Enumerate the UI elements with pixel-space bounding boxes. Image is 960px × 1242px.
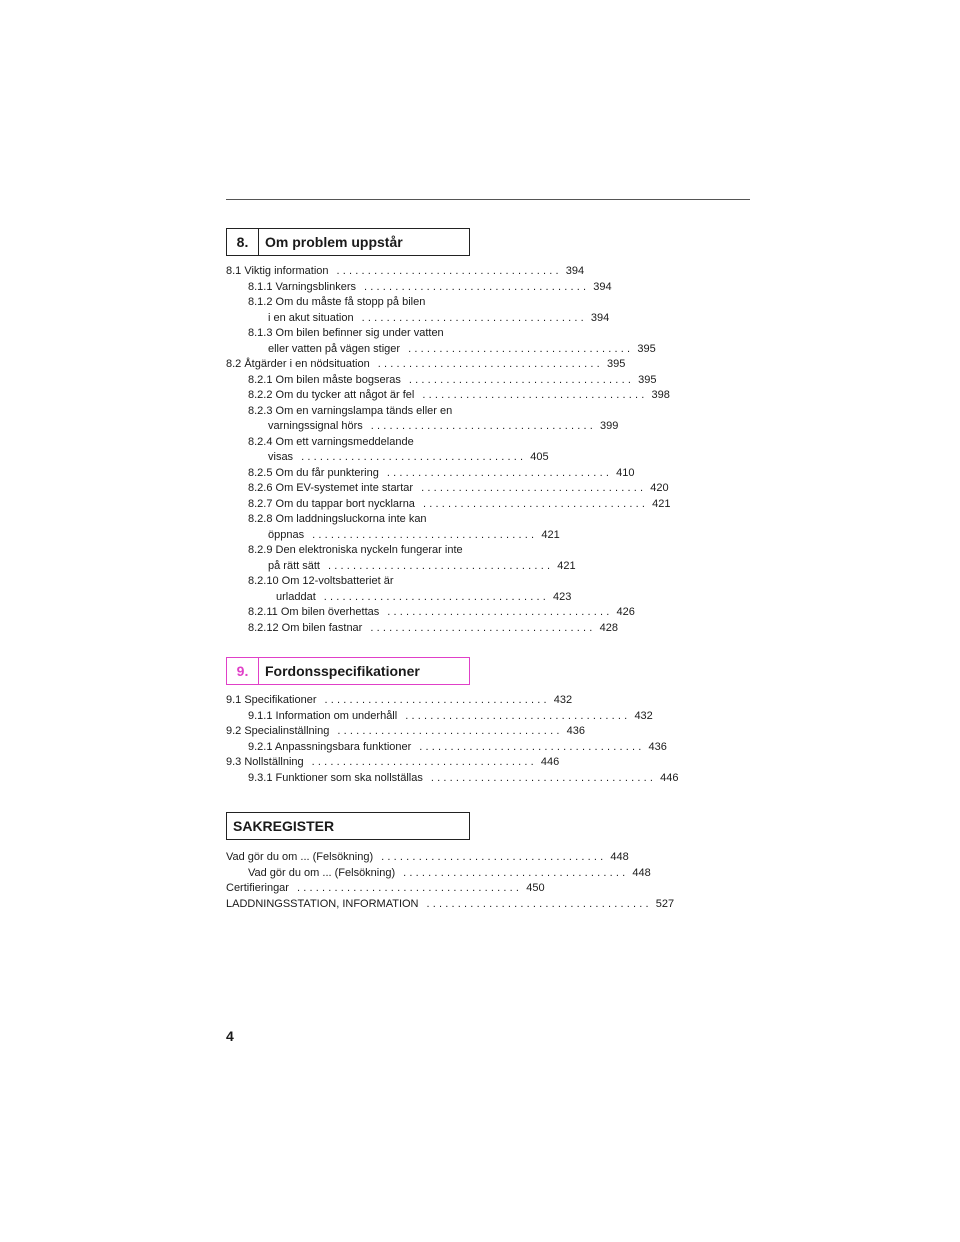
toc-entry-cont[interactable]: i en akut situation .................................... 394	[268, 311, 610, 324]
toc-entry[interactable]: Vad gör du om ... (Felsökning) .................................... 448	[248, 866, 651, 879]
toc-entry[interactable]: 8.2.10 Om 12-voltsbatteriet är	[248, 575, 394, 587]
toc-entry[interactable]: 9.1 Specifikationer .................................... 432	[226, 694, 573, 706]
top-rule	[226, 199, 750, 200]
toc-entry[interactable]: LADDNINGSSTATION, INFORMATION .................................... 527	[226, 897, 675, 910]
toc-entry[interactable]: 8.2.6 Om EV-systemet inte startar .................................... 420	[248, 482, 669, 494]
toc-entry[interactable]: 8.2.5 Om du får punktering .................................... 410	[248, 466, 635, 479]
toc-entry[interactable]: 8.2.3 Om en varningslampa tänds eller en	[248, 404, 453, 417]
toc-entry[interactable]: 8.1.1 Varningsblinkers .................................... 394	[248, 280, 612, 293]
toc-entry[interactable]: 8.1 Viktig information .................................... 394	[226, 265, 585, 277]
index-entries	[226, 850, 675, 912]
toc-entry[interactable]: 9.2.1 Anpassningsbara funktioner .................................... 436	[248, 740, 667, 753]
toc-entry[interactable]: 8.1.3 Om bilen befinner sig under vatten	[248, 327, 444, 339]
toc-entry[interactable]: 8.2 Åtgärder i en nödsituation .................................... 395	[226, 358, 626, 370]
section-9-entries	[226, 693, 679, 786]
section-8-header	[226, 228, 470, 256]
index-header	[226, 812, 470, 840]
toc-entry[interactable]: 8.2.7 Om du tappar bort nycklarna .................................... 421	[248, 497, 671, 510]
section-number: 9.	[227, 658, 259, 684]
section-9-header	[226, 657, 470, 685]
section-number: 8.	[227, 229, 259, 255]
toc-entry[interactable]: 8.2.8 Om laddningsluckorna inte kan	[248, 513, 427, 525]
toc-entry[interactable]: 8.1.2 Om du måste få stopp på bilen	[248, 296, 426, 308]
index-title: SAKREGISTER	[233, 818, 335, 834]
toc-entry-cont[interactable]: urladdat .................................... 423	[276, 590, 572, 603]
toc-column	[226, 228, 679, 912]
toc-entry[interactable]: 8.2.4 Om ett varningsmeddelande	[248, 435, 414, 448]
toc-entry[interactable]: 8.2.2 Om du tycker att något är fel .................................... 398	[248, 389, 670, 401]
section-8-entries	[226, 264, 671, 636]
toc-entry-cont[interactable]: visas .................................... 405	[268, 451, 549, 463]
toc-entry[interactable]: 9.3.1 Funktioner som ska nollställas .................................... 446	[248, 771, 679, 784]
toc-entry[interactable]: 9.3 Nollställning .................................... 446	[226, 756, 560, 768]
section-title: Om problem uppstår	[265, 234, 403, 250]
toc-entry[interactable]: Vad gör du om ... (Felsökning) .................................... 448	[226, 851, 629, 863]
toc-entry[interactable]: 8.2.1 Om bilen måste bogseras .................................... 395	[248, 373, 657, 386]
section-title: Fordonsspecifikationer	[265, 663, 420, 679]
toc-entry[interactable]: 9.2 Specialinställning .................................... 436	[226, 725, 585, 737]
page-number: 4	[226, 1028, 234, 1044]
toc-entry-cont[interactable]: eller vatten på vägen stiger .................................... 395	[268, 342, 656, 355]
toc-entry[interactable]: 9.1.1 Information om underhåll .................................... 432	[248, 709, 653, 722]
toc-entry[interactable]: 8.2.12 Om bilen fastnar .................................... 428	[248, 621, 618, 634]
toc-entry-cont[interactable]: varningssignal hörs .................................... 399	[268, 420, 619, 432]
toc-entry[interactable]: 8.2.9 Den elektroniska nyckeln fungerar inte	[248, 544, 463, 556]
toc-entry[interactable]: Certifieringar .................................... 450	[226, 882, 545, 894]
toc-entry-cont[interactable]: på rätt sätt .................................... 421	[268, 559, 576, 572]
toc-entry-cont[interactable]: öppnas .................................... 421	[268, 528, 560, 541]
toc-entry[interactable]: 8.2.11 Om bilen överhettas .................................... 426	[248, 606, 635, 618]
